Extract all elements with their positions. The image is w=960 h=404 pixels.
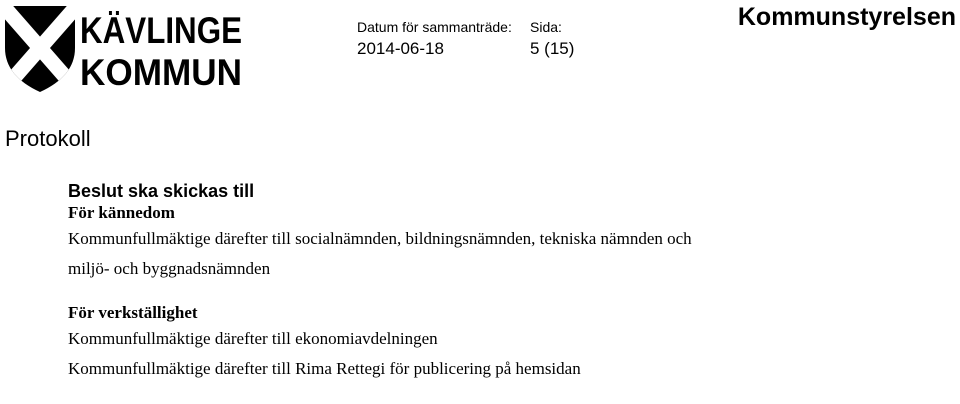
logo-text-line1: KÄVLINGE <box>80 10 242 51</box>
distribution-section <box>68 180 948 384</box>
page-value: 5 (15) <box>530 39 575 58</box>
logo-text-line2: KOMMUN <box>80 52 242 93</box>
info-line: miljö- och byggnadsnämnden <box>68 259 271 278</box>
municipality-logo <box>3 4 243 94</box>
document-type: Protokoll <box>5 126 91 151</box>
action-heading: För verkställighet <box>68 303 198 322</box>
shield-icon <box>0 0 82 96</box>
info-line: Kommunfullmäktige därefter till socialnämnden, bildningsnämnden, tekniska nämnden och <box>68 229 692 248</box>
info-heading: För kännedom <box>68 203 175 222</box>
action-line: Kommunfullmäktige därefter till ekonomiavdelningen <box>68 329 438 348</box>
date-label: Datum för sammanträde: <box>357 19 512 35</box>
logo-graphic <box>3 4 243 94</box>
page-label: Sida: <box>530 19 562 35</box>
date-value: 2014-06-18 <box>357 39 444 58</box>
organization-name: Kommunstyrelsen <box>737 3 956 31</box>
action-line: Kommunfullmäktige därefter till Rima Rettegi för publicering på hemsidan <box>68 359 581 378</box>
section-title: Beslut ska skickas till <box>68 181 255 201</box>
